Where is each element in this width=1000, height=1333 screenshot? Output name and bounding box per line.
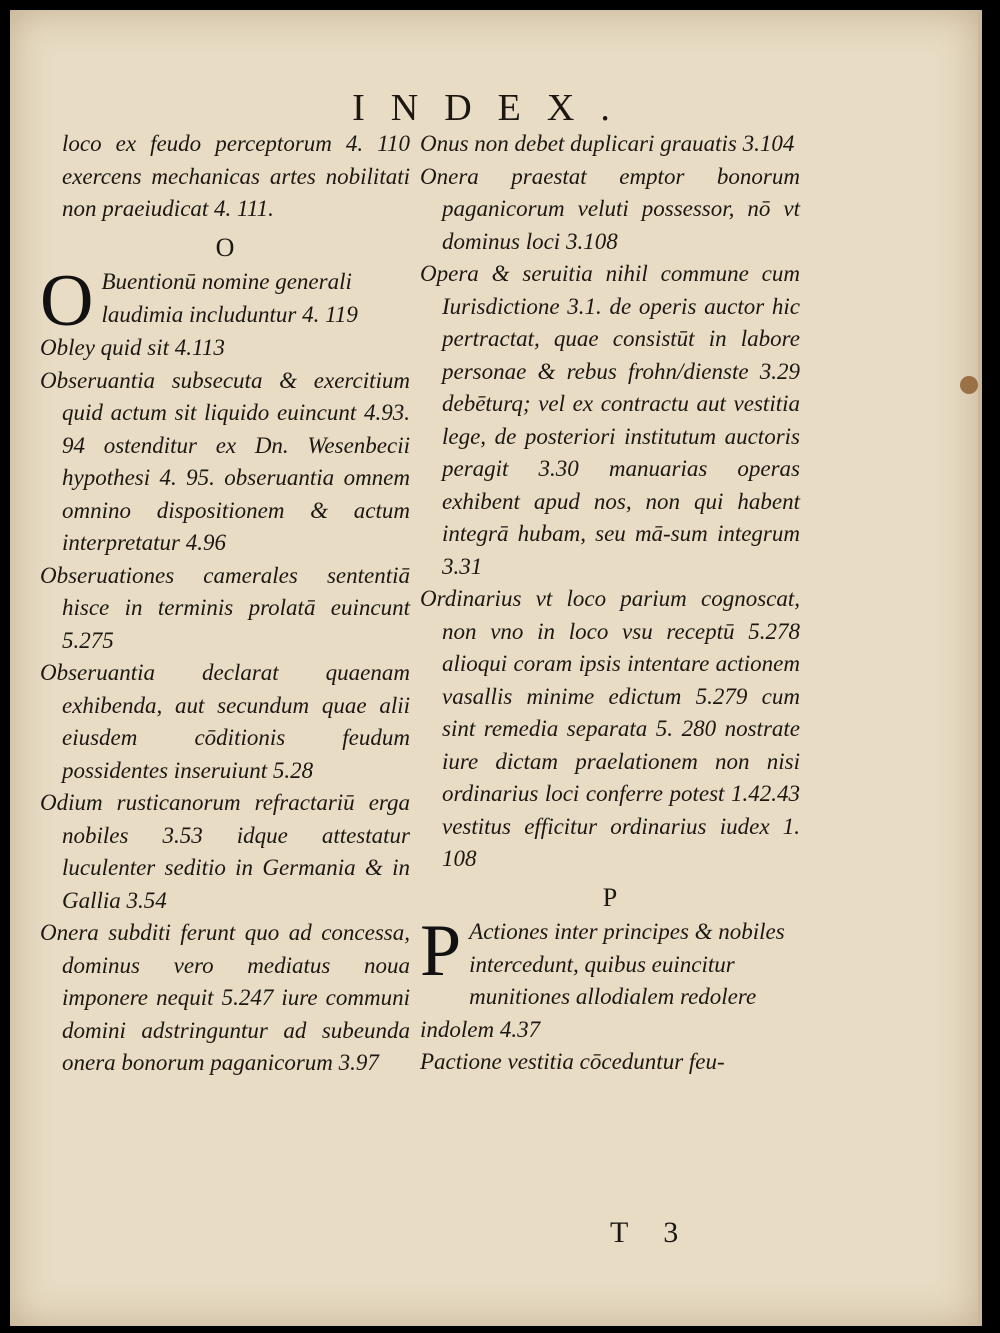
index-entry: Odium rusticanorum refractariū erga nobiles 3.53 idque attestatur luculenter seditio in Germania & in Gallia 3.54 [40, 790, 410, 913]
initial-entry [420, 916, 800, 1046]
continued-entry: loco ex feudo perceptorum 4. 110 exercens mechanicas artes nobilitati non praeiudicat 4. 111. [62, 131, 410, 221]
drop-cap-letter: O [40, 266, 94, 332]
section-letter-p: P [602, 882, 618, 912]
index-entry: Obseruantia declarat quaenam exhibenda, aut secundum quae alii eiusdem cōditionis feudum possidentes inseruiunt 5.28 [40, 660, 410, 783]
index-entry: Obley quid sit 4.113 [40, 335, 225, 360]
right-column [420, 128, 800, 1079]
ink-stain [960, 376, 978, 394]
initial-entry [40, 266, 410, 332]
drop-cap-letter: P [420, 916, 462, 992]
index-entry: Obseruationes camerales sententiā hisce in terminis prolatā euincunt 5.275 [40, 562, 410, 653]
book-page [10, 10, 982, 1326]
left-column [40, 128, 410, 1080]
index-entry: Onus non debet duplicari grauatis 3.104 [420, 131, 795, 156]
initial-entry-text: Buentionū nomine generali laudimia includuntur 4. 119 [101, 269, 358, 327]
signature-mark: T 3 [610, 1216, 693, 1249]
initial-entry-text: Actiones inter principes & nobiles intercedunt, quibus euincitur munitiones allodialem redolere indolem 4.37 [420, 919, 785, 1042]
index-entry: Obseruantia subsecuta & exercitium quid actum sit liquido euincunt 4.93. 94 ostenditur ex Dn. Wesenbecii hypothesi 4. 95. obseruantia omnem omnino dispositionem & actum interpretatur 4.96 [40, 367, 410, 555]
index-entry: Ordinarius vt loco parium cognoscat, non vno in loco vsu receptū 5.278 alioqui coram ipsis intentare actionem vasallis minime edictum 5.279 cum sint remedia separata 5. 280 nostrate iure dictam praelationem non nisi ordinarius loci conferre potest 1.42.43 vestitus efficitur ordinarius iudex 1. 108 [420, 586, 800, 871]
index-entry: Onera praestat emptor bonorum paganicorum veluti possessor, nō vt dominus loci 3.108 [420, 163, 800, 254]
section-letter-o: O [215, 232, 235, 262]
index-entry: Opera & seruitia nihil commune cum Iurisdictione 3.1. de operis auctor hic pertractat, quae consistūt in labore personae & rebus frohn/dienste 3.29 debēturq; vel ex contractu aut vestitia lege, de posteriori institutum auctoris peragit 3.30 manuarias operas exhibent apud nos, non qui habent integrā hubam, seu mā-sum integrum 3.31 [420, 261, 800, 579]
running-header: INDEX. [352, 87, 636, 129]
index-entry: Onera subditi ferunt quo ad concessa, dominus vero mediatus noua imponere nequit 5.247 iure communi domini adstringuntur ad subeunda onera bonorum paganicorum 3.97 [40, 920, 410, 1075]
index-entry: Pactione vestitia cōceduntur feu- [420, 1049, 725, 1074]
